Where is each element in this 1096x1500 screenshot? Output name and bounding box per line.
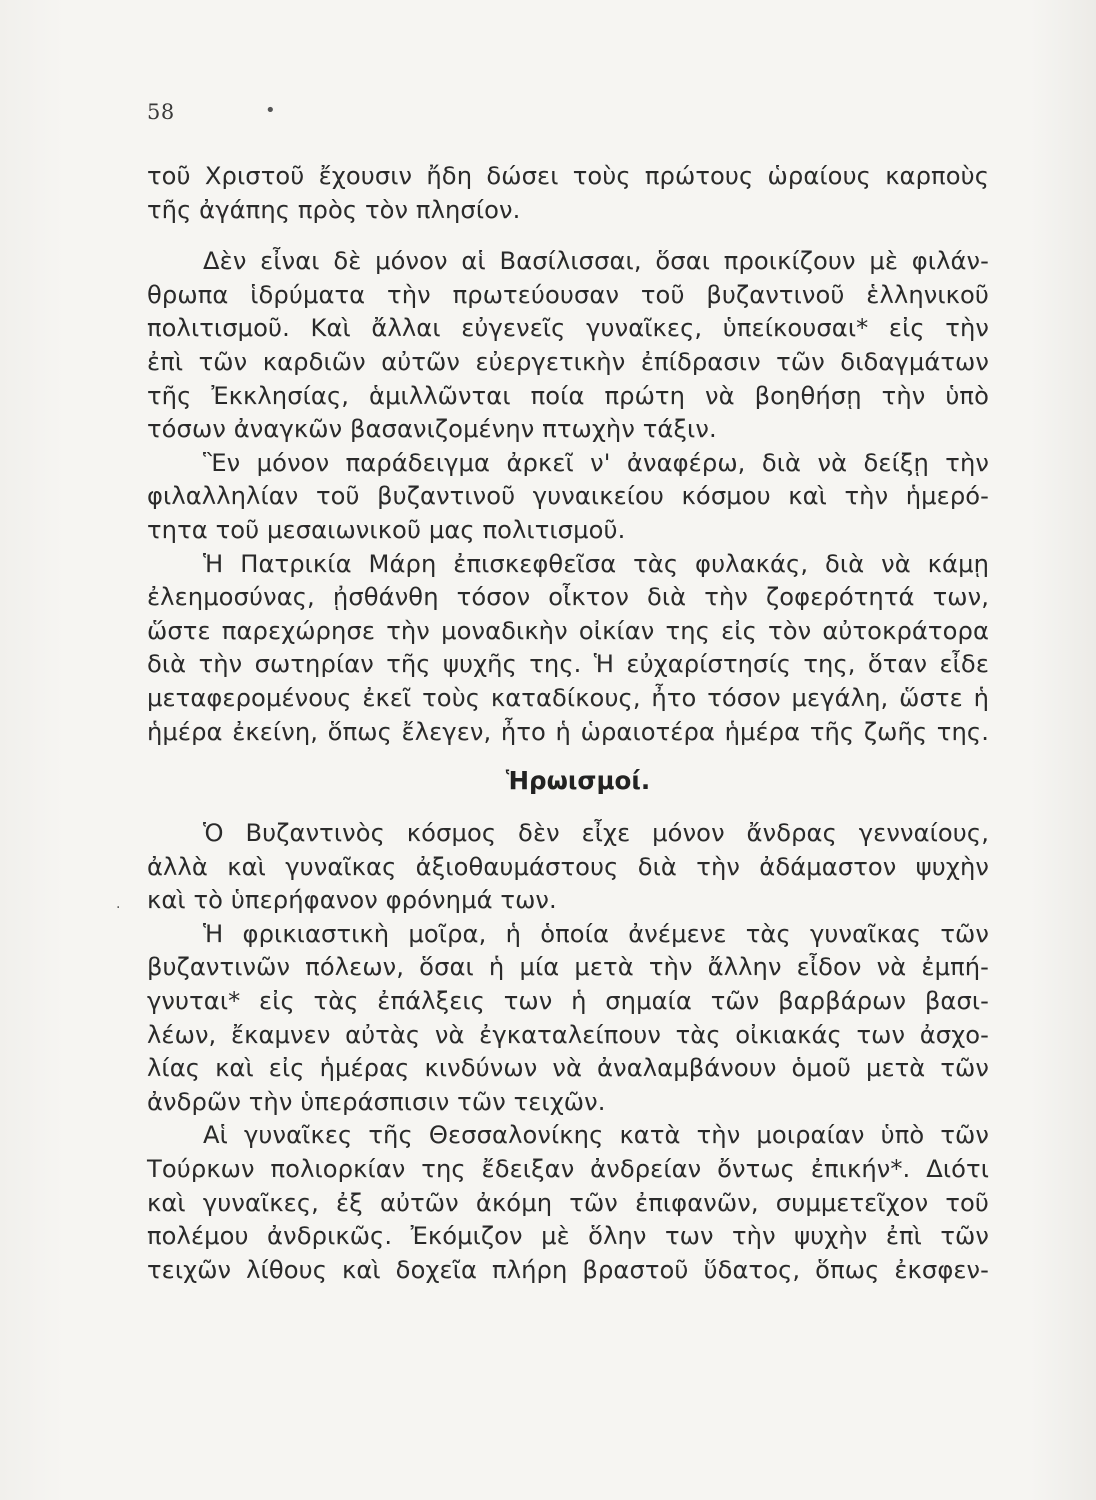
text-line: λίας καὶ εἰς ἡμέρας κινδύνων νὰ ἀναλαμβάνουν ὁμοῦ μετὰ τῶν bbox=[147, 1054, 989, 1083]
text-line: τητα τοῦ μεσαιωνικοῦ μας πολιτισμοῦ. bbox=[147, 515, 626, 544]
text-line: Ὁ Βυζαντινὸς κόσμος δὲν εἶχε μόνον ἄνδρας γενναίους, bbox=[203, 819, 989, 848]
text-line: διὰ τὴν σωτηρίαν τῆς ψυχῆς της. Ἡ εὐχαρίστησίς της, ὅταν εἶδε bbox=[147, 650, 989, 679]
body-text bbox=[147, 160, 989, 1287]
text-line: Τούρκων πολιορκίαν της ἔδειξαν ἀνδρείαν ὄντως ἐπικήν*. Διότι bbox=[147, 1155, 989, 1184]
text-line: τῆς Ἐκκλησίας, ἁμιλλῶνται ποία πρώτη νὰ βοηθήσῃ τὴν ὑπὸ bbox=[147, 381, 989, 410]
page-number: 58 bbox=[147, 100, 175, 124]
text-line: πολιτισμοῦ. Καὶ ἄλλαι εὐγενεῖς γυναῖκες, ὑπείκουσαι* εἰς τὴν bbox=[147, 314, 989, 343]
text-line: καὶ γυναῖκες, ἐξ αὐτῶν ἀκόμη τῶν ἐπιφανῶν, συμμετεῖχον τοῦ bbox=[147, 1188, 989, 1217]
margin-dot: · bbox=[116, 900, 121, 916]
paragraph bbox=[147, 918, 989, 1120]
paragraph bbox=[147, 160, 989, 227]
paragraph bbox=[147, 817, 989, 918]
text-line: Ἡ φρικιαστικὴ μοῖρα, ἡ ὁποία ἀνέμενε τὰς γυναῖκας τῶν bbox=[203, 919, 989, 948]
paragraph bbox=[147, 245, 989, 447]
text-line: ἡμέρα ἐκείνη, ὅπως ἔλεγεν, ἦτο ἡ ὡραιοτέρα ἡμέρα τῆς ζωῆς της. bbox=[147, 717, 989, 746]
text-line: ἀνδρῶν τὴν ὑπεράσπισιν τῶν τειχῶν. bbox=[147, 1087, 606, 1116]
paragraph bbox=[147, 1119, 989, 1287]
text-line: ἐπὶ τῶν καρδιῶν αὐτῶν εὐεργετικὴν ἐπίδρασιν τῶν διδαγμάτων bbox=[147, 347, 989, 376]
text-line: λέων, ἔκαμνεν αὐτὰς νὰ ἐγκαταλείπουν τὰς οἰκιακάς των ἀσχο- bbox=[147, 1020, 989, 1049]
text-line: μεταφερομένους ἐκεῖ τοὺς καταδίκους, ἦτο τόσον μεγάλη, ὥστε ἡ bbox=[147, 683, 989, 712]
text-line: Ἡ Πατρικία Μάρη ἐπισκεφθεῖσα τὰς φυλακάς, διὰ νὰ κάμῃ bbox=[203, 549, 989, 578]
text-line: τῆς ἀγάπης πρὸς τὸν πλησίον. bbox=[147, 195, 521, 224]
text-line: τειχῶν λίθους καὶ δοχεῖα πλήρη βραστοῦ ὕδατος, ὅπως ἐκσφεν- bbox=[147, 1255, 989, 1284]
text-line: θρωπα ἱδρύματα τὴν πρωτεύουσαν τοῦ βυζαντινοῦ ἑλληνικοῦ bbox=[147, 280, 989, 309]
paragraph bbox=[147, 548, 989, 750]
text-line: γνυται* εἰς τὰς ἐπάλξεις των ἡ σημαία τῶν βαρβάρων βασι- bbox=[147, 987, 989, 1016]
text-line: βυζαντινῶν πόλεων, ὅσαι ἡ μία μετὰ τὴν ἄλλην εἶδον νὰ ἐμπή- bbox=[147, 953, 989, 982]
text-line: ἀλλὰ καὶ γυναῖκας ἀξιοθαυμάστους διὰ τὴν ἀδάμαστον ψυχὴν bbox=[147, 852, 989, 881]
text-line: καὶ τὸ ὑπερήφανον φρόνημά των. bbox=[147, 886, 557, 915]
text-line: φιλαλληλίαν τοῦ βυζαντινοῦ γυναικείου κόσμου καὶ τὴν ἡμερό- bbox=[147, 482, 989, 511]
paragraph bbox=[147, 447, 989, 548]
text-line: ὥστε παρεχώρησε τὴν μοναδικὴν οἰκίαν της εἰς τὸν αὐτοκράτορα bbox=[147, 616, 989, 645]
section-heading: Ἡρωισμοί. bbox=[505, 766, 651, 796]
text-line: Αἱ γυναῖκες τῆς Θεσσαλονίκης κατὰ τὴν μοιραίαν ὑπὸ τῶν bbox=[203, 1121, 989, 1150]
page-mark: • bbox=[265, 100, 276, 121]
text-line: Δὲν εἶναι δὲ μόνον αἱ Βασίλισσαι, ὅσαι προικίζουν μὲ φιλάν- bbox=[203, 247, 989, 276]
text-line: πολέμου ἀνδρικῶς. Ἐκόμιζον μὲ ὅλην των τὴν ψυχὴν ἐπὶ τῶν bbox=[147, 1222, 989, 1251]
text-line: Ἓν μόνον παράδειγμα ἀρκεῖ ν' ἀναφέρω, διὰ νὰ δείξῃ τὴν bbox=[203, 448, 989, 477]
text-line: ἐλεημοσύνας, ᾐσθάνθη τόσον οἶκτον διὰ τὴν ζοφερότητά των, bbox=[147, 583, 989, 612]
text-line: τοῦ Χριστοῦ ἔχουσιν ἤδη δώσει τοὺς πρώτους ὡραίους καρποὺς bbox=[147, 162, 989, 190]
text-line: τόσων ἀναγκῶν βασανιζομένην πτωχὴν τάξιν. bbox=[147, 415, 717, 444]
